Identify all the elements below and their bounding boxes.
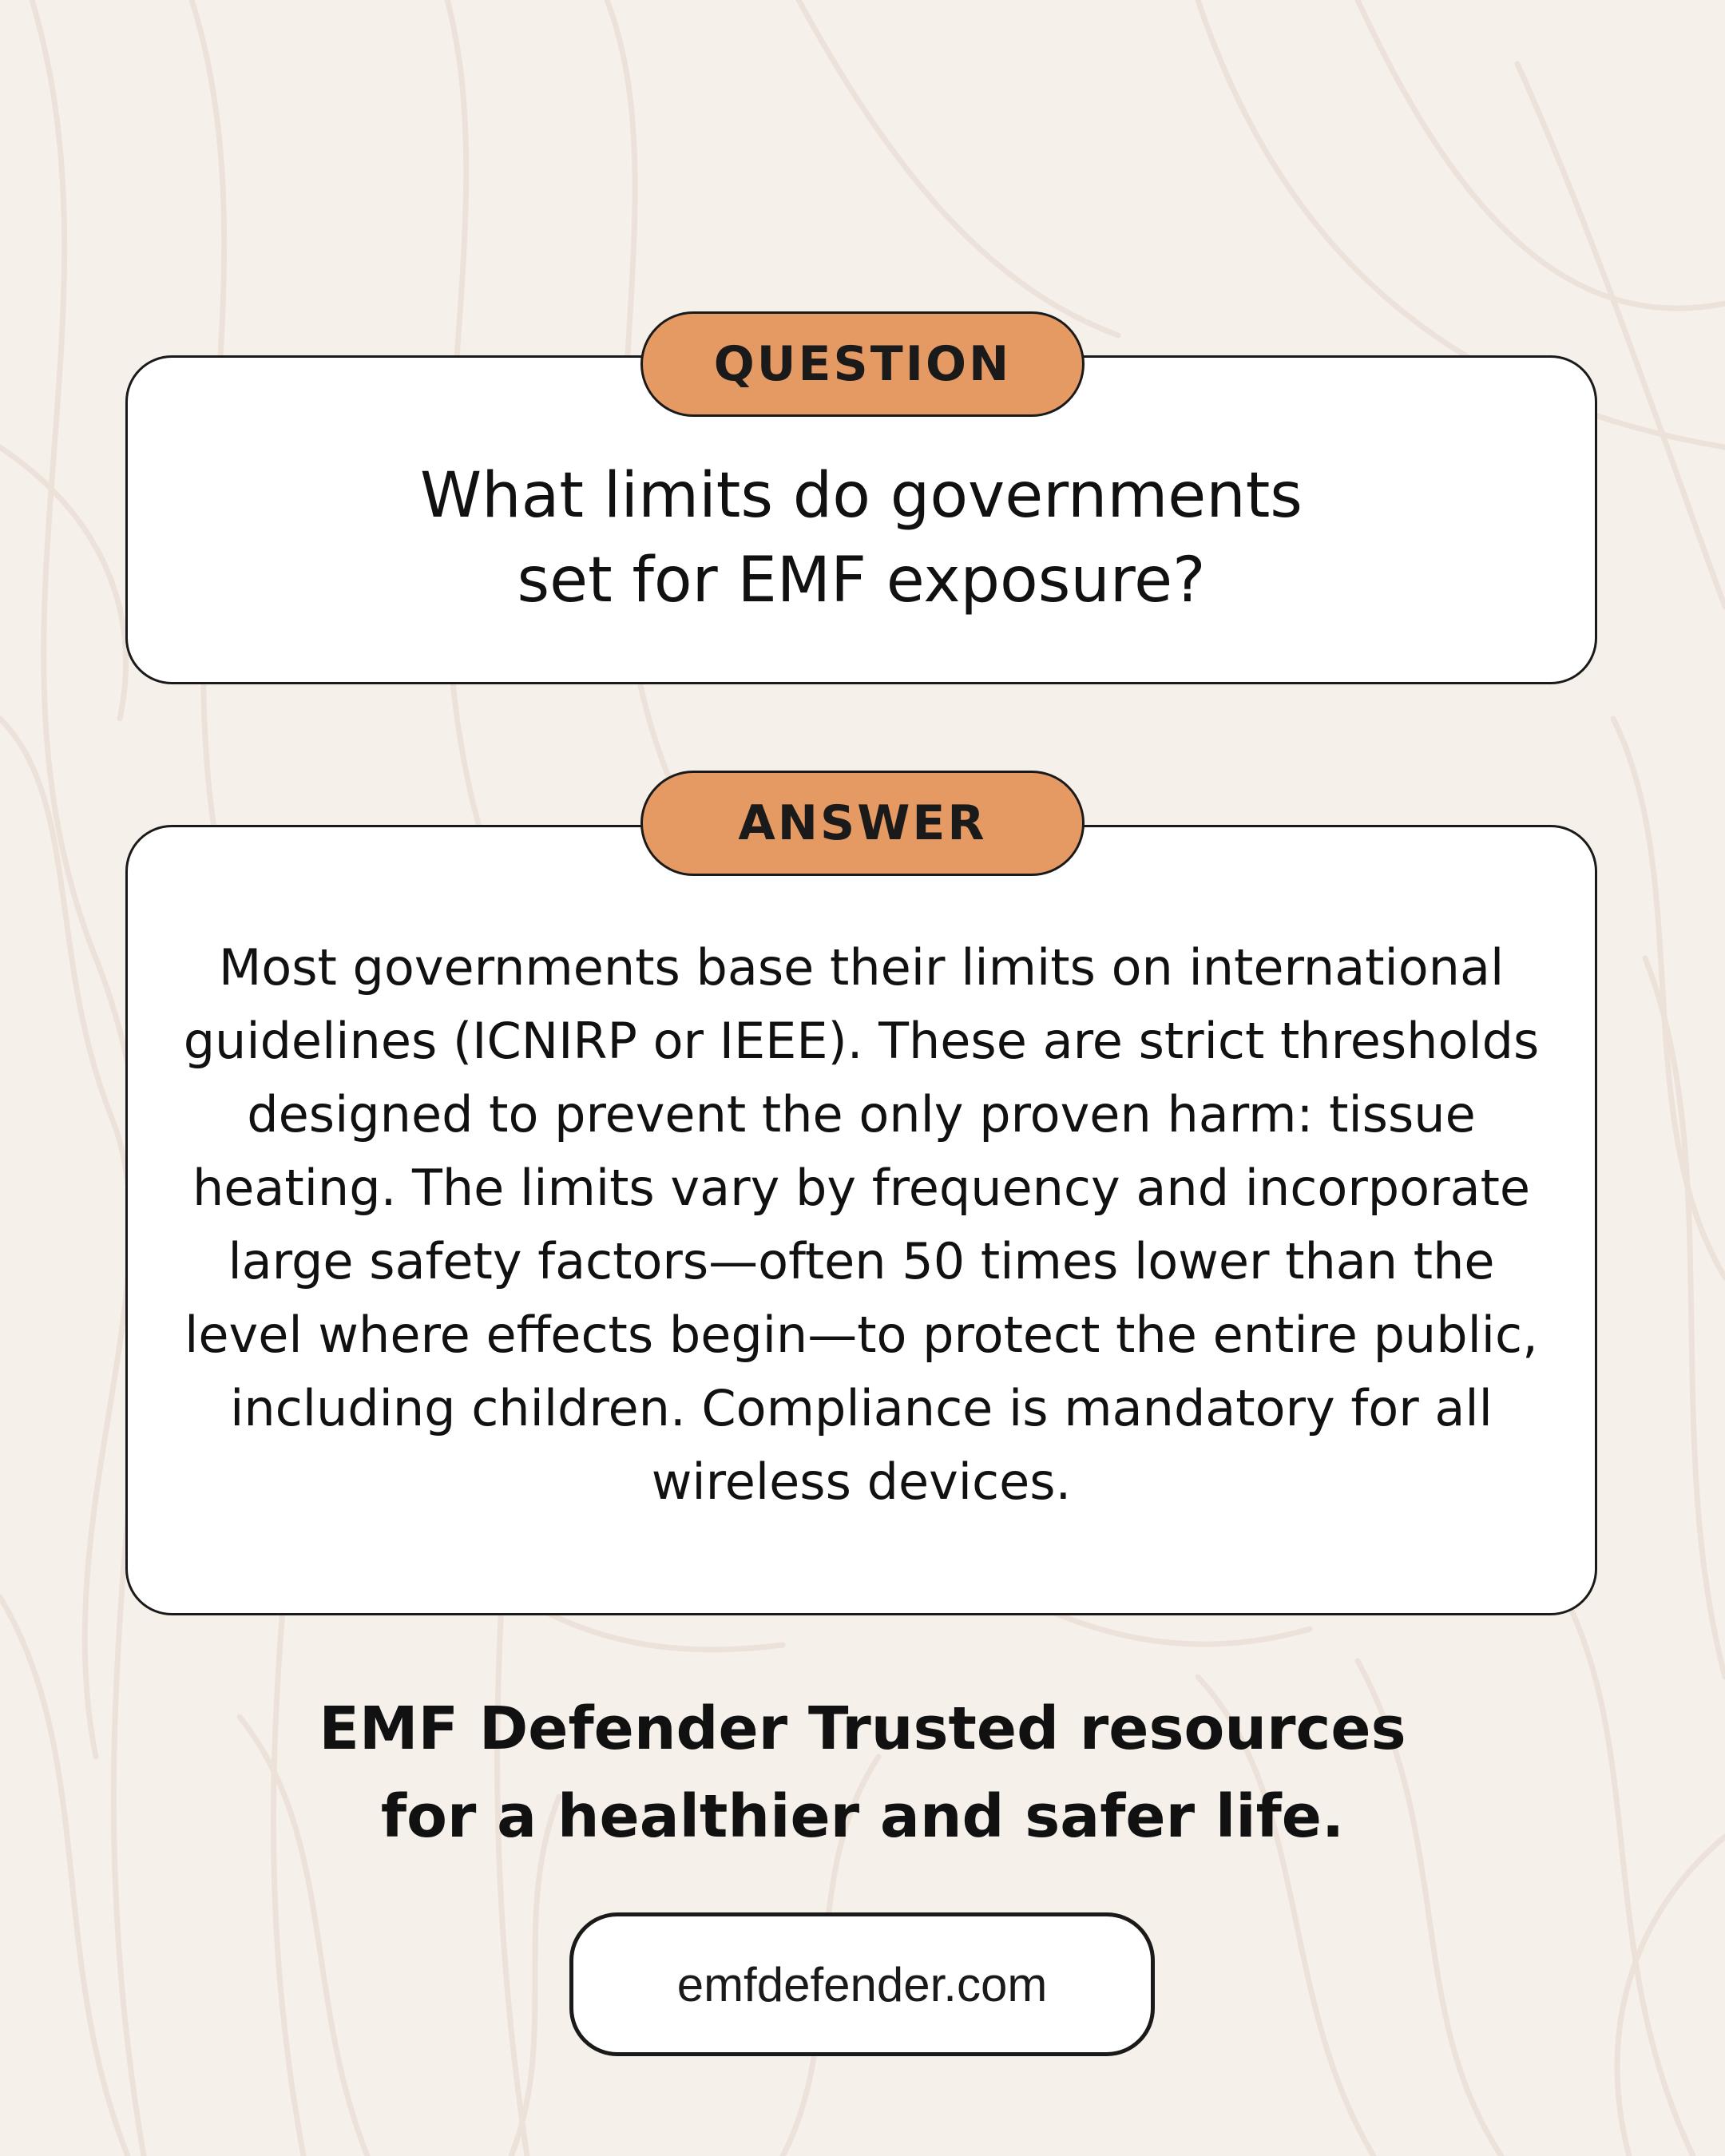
footer-tagline — [0, 1685, 1725, 1861]
website-link[interactable]: emfdefender.com — [569, 1912, 1155, 2056]
question-text: What limits do governments set for EMF exposure? — [420, 460, 1303, 616]
answer-card — [125, 825, 1597, 1615]
tagline-line-1: EMF Defender Trusted resources — [319, 1694, 1406, 1763]
answer-text: Most governments base their limits on international guidelines (ICNIRP or IEEE). These are strict thresholds designed to prevent the only proven harm: tissue heating. The limits vary by frequency and incorporate large safety factors—often 50 times lower than the level where effects begin—to protect the entire public, including children. Compliance is mandatory for all wireless devices. — [183, 938, 1540, 1511]
answer-badge: ANSWER — [640, 771, 1085, 876]
tagline-line-2: for a healthier and safer life. — [380, 1782, 1345, 1851]
question-badge: QUESTION — [640, 311, 1085, 417]
